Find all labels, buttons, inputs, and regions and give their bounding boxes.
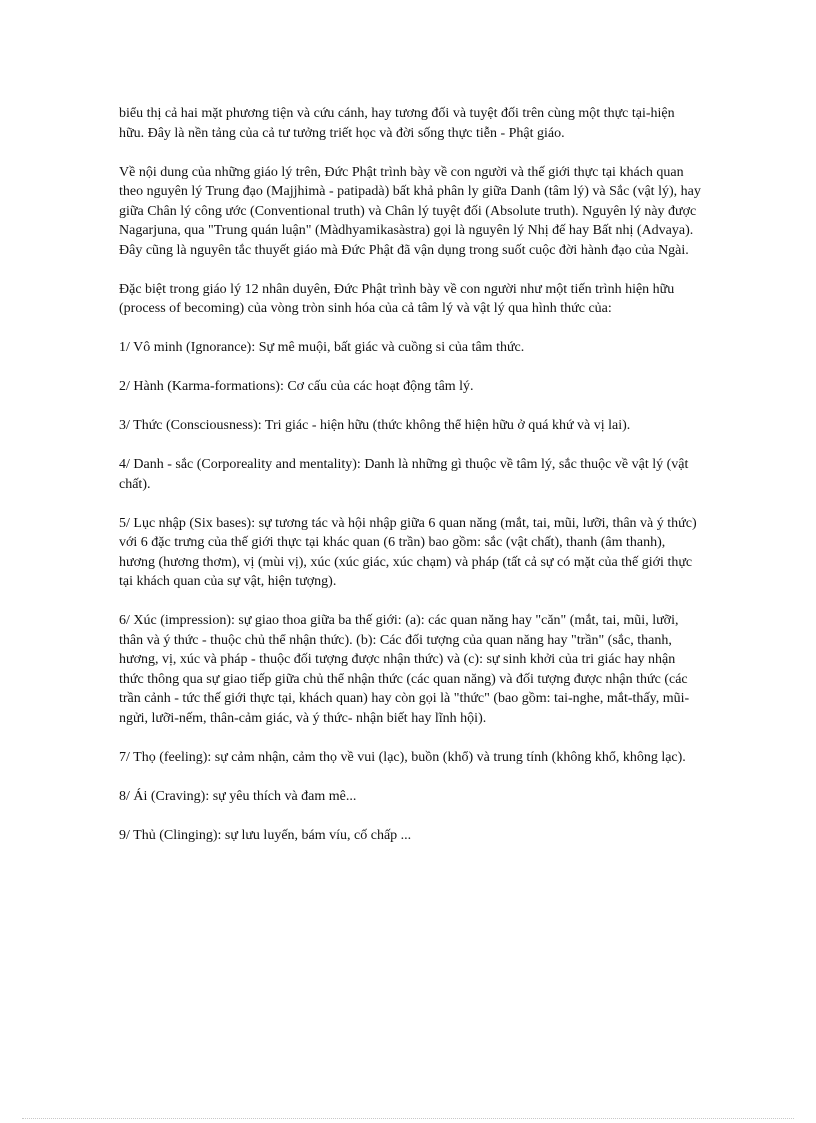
list-item-clinging: 9/ Thủ (Clinging): sự lưu luyến, bám víu, cố chấp ...	[119, 827, 412, 843]
document-body	[119, 104, 701, 865]
list-item-ignorance: 1/ Vô minh (Ignorance): Sự mê muội, bất giác và cuồng si của tâm thức.	[119, 340, 525, 355]
paragraph-twelve-links-intro: Đặc biệt trong giáo lý 12 nhân duyên, Đức Phật trình bày về con người như một tiến trình hiện hữu (process of becoming) của vòng tròn sinh hóa của cả tâm lý và vật lý qua hình thức của:	[119, 281, 675, 316]
paragraph-middle-way: Về nội dung của những giáo lý trên, Đức Phật trình bày về con người và thế giới thực tại khách quan theo nguyên lý Trung đạo (Majjhimà - patipadà) bất khả phân ly giữa Danh (tâm lý) và Sắc (vật lý), hay giữa Chân lý công ước (Conventional truth) và Chân lý tuyệt đối (Absolute truth). Nguyên lý này được Nagarjuna, qua "Trung quán luận" (Màdhyamikasàstra) gọi là nguyên lý Nhị đế hay Bất nhị (Advaya). Đây cũng là nguyên tắc thuyết giáo mà Đức Phật đã vận dụng trong suốt cuộc đời hành đạo của Ngài.	[119, 164, 701, 258]
list-item-feeling: 7/ Thọ (feeling): sự cảm nhận, cảm thọ về vui (lạc), buồn (khổ) và trung tính (không khổ, không lạc).	[119, 749, 686, 765]
list-item-craving: 8/ Ái (Craving): sự yêu thích và đam mê...	[119, 788, 357, 804]
list-item-six-bases: 5/ Lục nhập (Six bases): sự tương tác và hội nhập giữa 6 quan năng (mắt, tai, mũi, lưỡi, thân và ý thức) với 6 đặc trưng của thế giới thực tại khác quan (6 trần) bao gồm: sắc (vật chất), thanh (âm thanh), hương (hương thơm), vị (mùi vị), xúc (xúc giác, xúc chạm) và pháp (tất cả sự có mặt của thế giới thực tại khách quan của sự vật, hiện tượng).	[119, 515, 697, 589]
paragraph-intro-continuation: biểu thị cả hai mặt phương tiện và cứu cánh, hay tương đối và tuyệt đối trên cùng một thực tại-hiện hữu. Đây là nền tảng của cả tư tưởng triết học và đời sống thực tiễn - Phật giáo.	[119, 106, 675, 141]
page-bottom-divider	[22, 1118, 794, 1119]
list-item-karma-formations: 2/ Hành (Karma-formations): Cơ cấu của các hoạt động tâm lý.	[119, 379, 474, 394]
list-item-consciousness: 3/ Thức (Consciousness): Tri giác - hiện hữu (thức không thể hiện hữu ở quá khứ và vị lai).	[119, 418, 631, 433]
list-item-name-and-form: 4/ Danh - sắc (Corporeality and mentality): Danh là những gì thuộc về tâm lý, sắc thuộc về vật lý (vật chất).	[119, 457, 689, 492]
list-item-impression: 6/ Xúc (impression): sự giao thoa giữa ba thế giới: (a): các quan năng hay "căn" (mắt, tai, mũi, lưỡi, thân và ý thức - thuộc chủ thể nhận thức). (b): Các đối tượng của quan năng hay "trần" (sắc, thanh, hương, vị, xúc và pháp - thuộc đối tượng được nhận thức) và (c): sự sinh khởi của tri giác hay nhận thức thông qua sự giao tiếp giữa chủ thể nhận thức (các quan năng) và đối tượng được nhận thức (các trần cảnh - tức thế giới thực tại, khách quan) hay còn gọi là "thức" (bao gồm: tai-nghe, mắt-thấy, mũi-ngửi, lưỡi-nếm, thân-cảm giác, và ý thức- nhận biết hay lĩnh hội).	[119, 613, 690, 726]
